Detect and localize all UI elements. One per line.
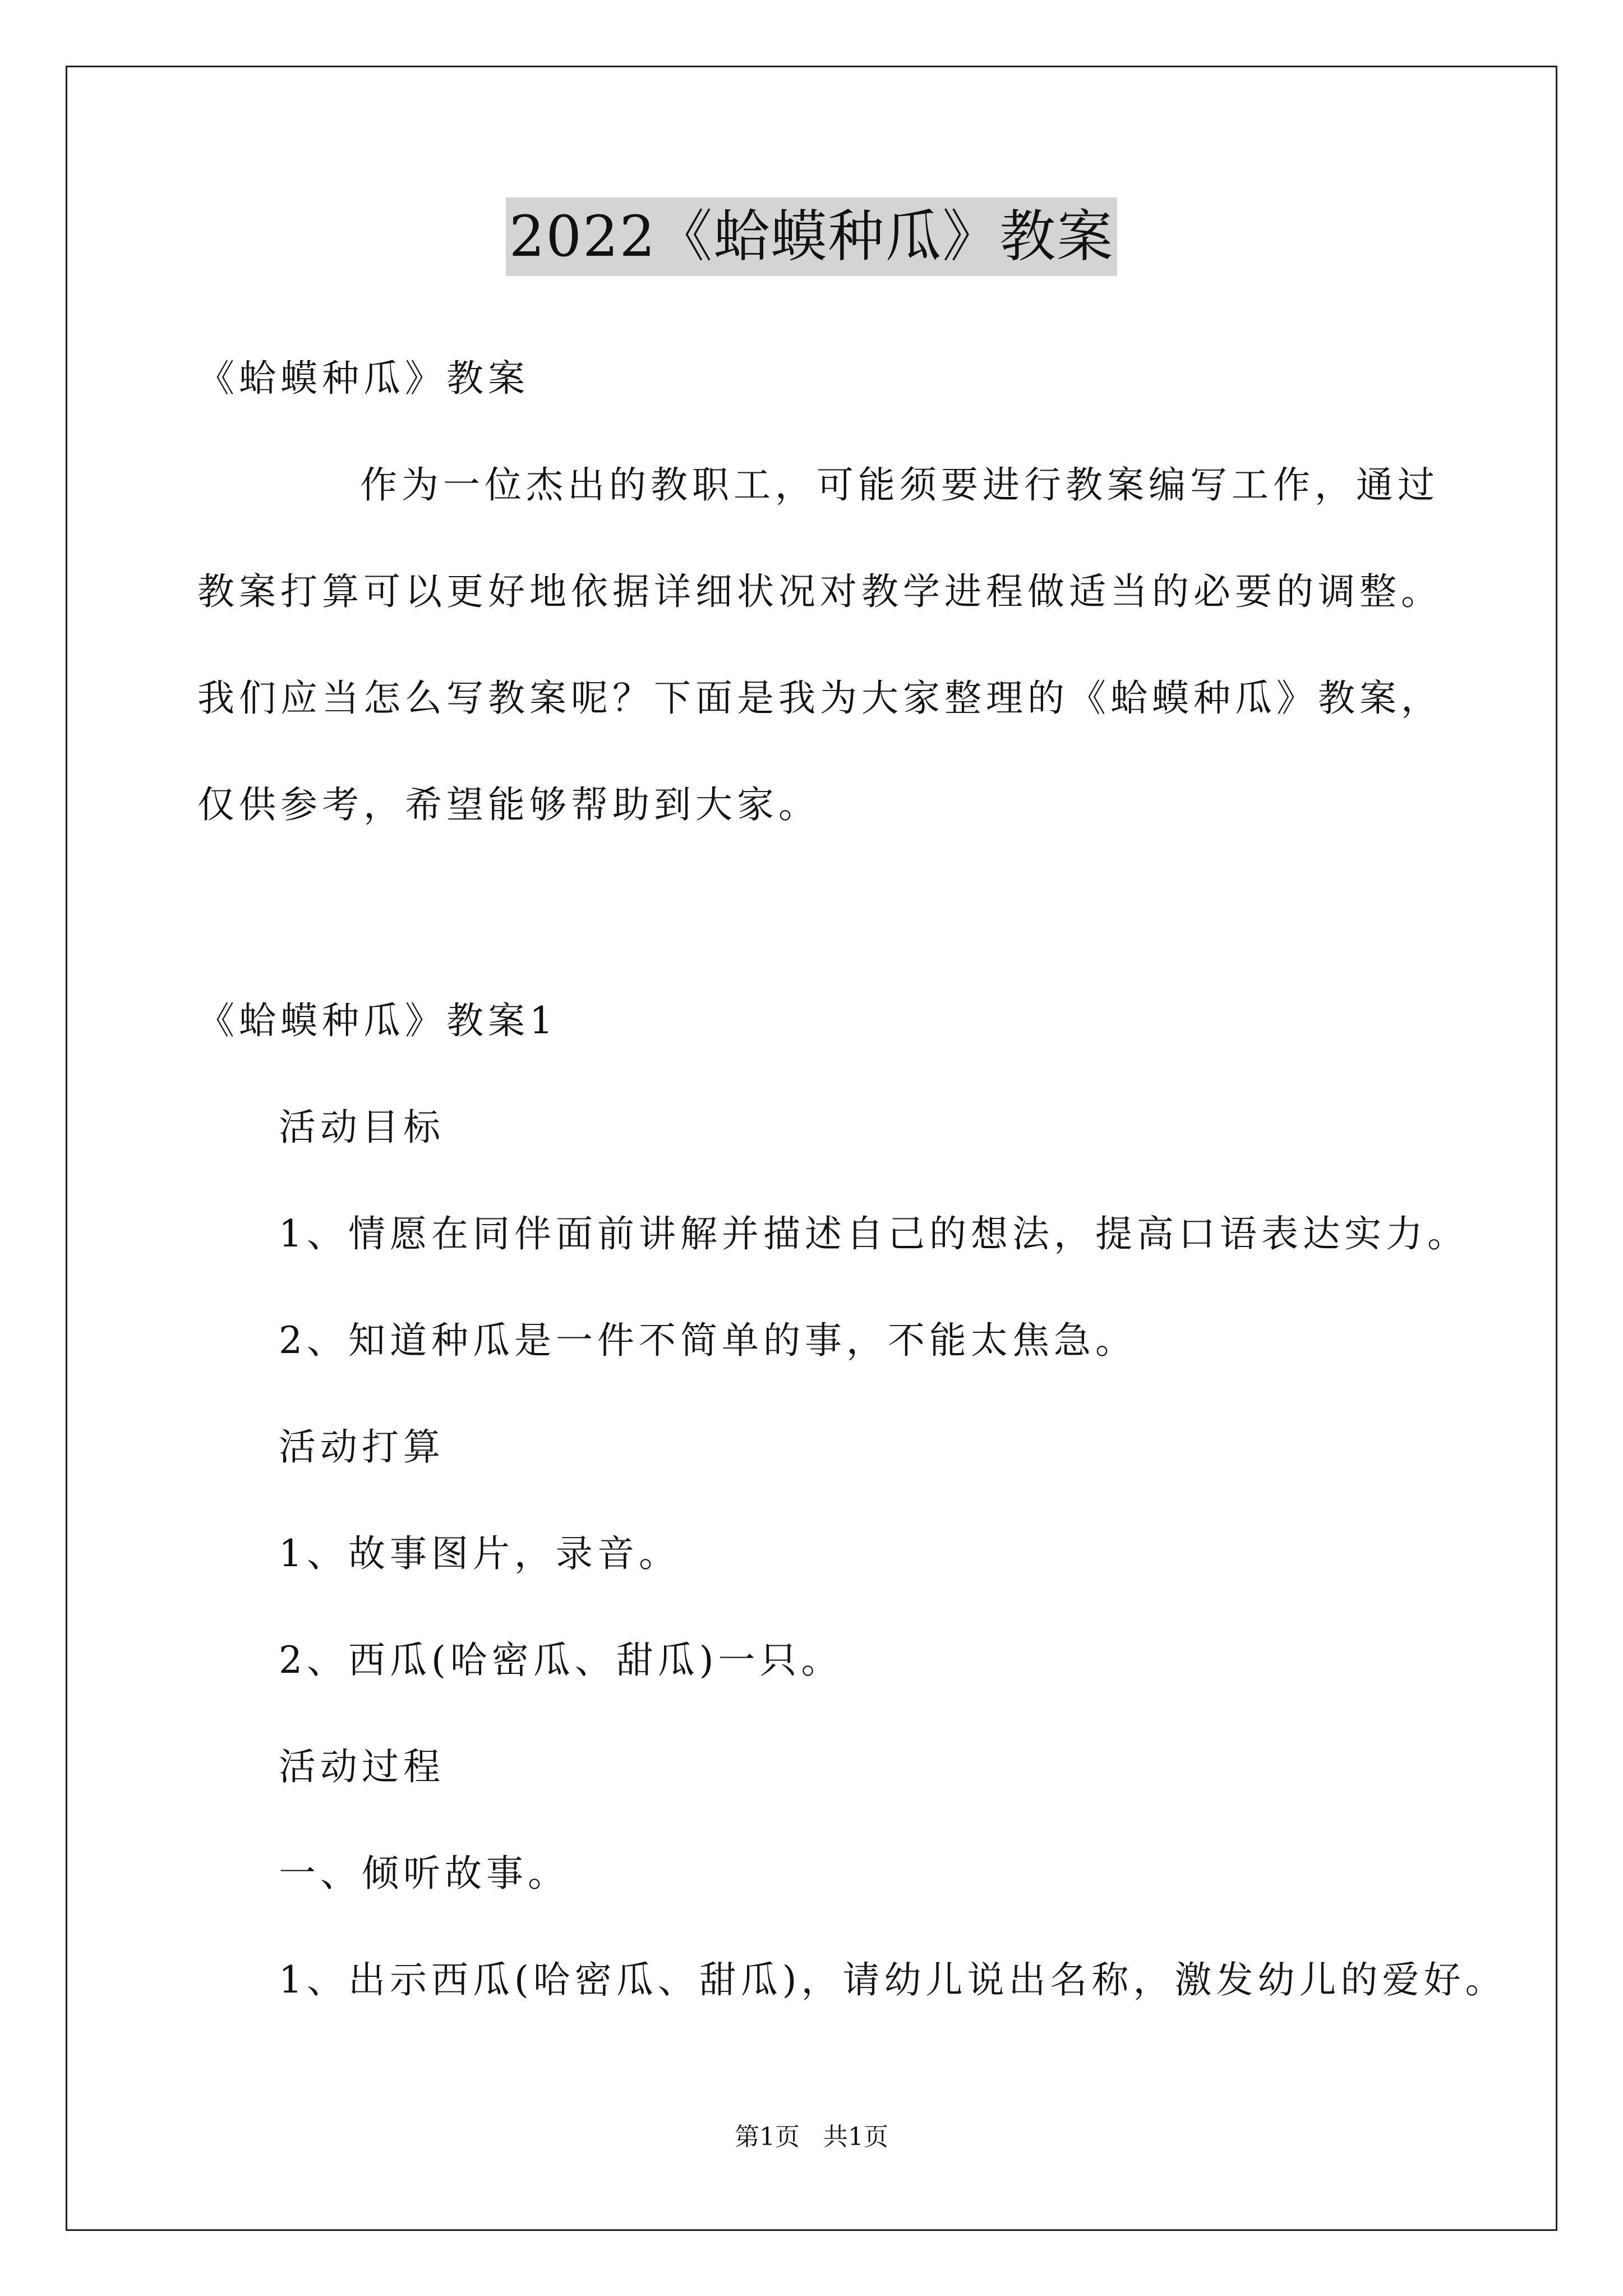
- body-line-8: 一、倾听故事。: [279, 1852, 569, 1895]
- body-line-4: 活动打算: [279, 1425, 445, 1469]
- intro-line-2: 教案打算可以更好地依据详细状况对教学进程做适当的必要的调整。: [197, 570, 1442, 613]
- document-subtitle: 《蛤蟆种瓜》教案: [197, 357, 529, 400]
- intro-line-4: 仅供参考，希望能够帮助到大家。: [197, 783, 820, 826]
- intro-line-3: 我们应当怎么写教案呢？下面是我为大家整理的《蛤蟆种瓜》教案，: [197, 677, 1442, 720]
- section-heading: 《蛤蟆种瓜》教案1: [197, 999, 557, 1042]
- body-line-2: 1、情愿在同伴面前讲解并描述自己的想法，提高口语表达实力。: [279, 1212, 1469, 1255]
- intro-line-1: 作为一位杰出的教职工，可能须要进行教案编写工作，通过: [360, 463, 1439, 507]
- title-container: [0, 197, 1623, 276]
- body-line-7: 活动过程: [279, 1745, 445, 1788]
- body-line-1: 活动目标: [279, 1106, 445, 1149]
- body-line-6: 2、西瓜(哈密瓜、甜瓜)一只。: [279, 1639, 843, 1682]
- page-footer: 第1页 共1页: [735, 2123, 888, 2151]
- body-line-9: 1、出示西瓜(哈密瓜、甜瓜)，请幼儿说出名称，激发幼儿的爱好。: [279, 1958, 1507, 2001]
- body-line-5: 1、故事图片，录音。: [279, 1532, 680, 1575]
- document-title: 2022《蛤蟆种瓜》教案: [506, 197, 1118, 276]
- body-line-3: 2、知道种瓜是一件不简单的事，不能太焦急。: [279, 1319, 1137, 1362]
